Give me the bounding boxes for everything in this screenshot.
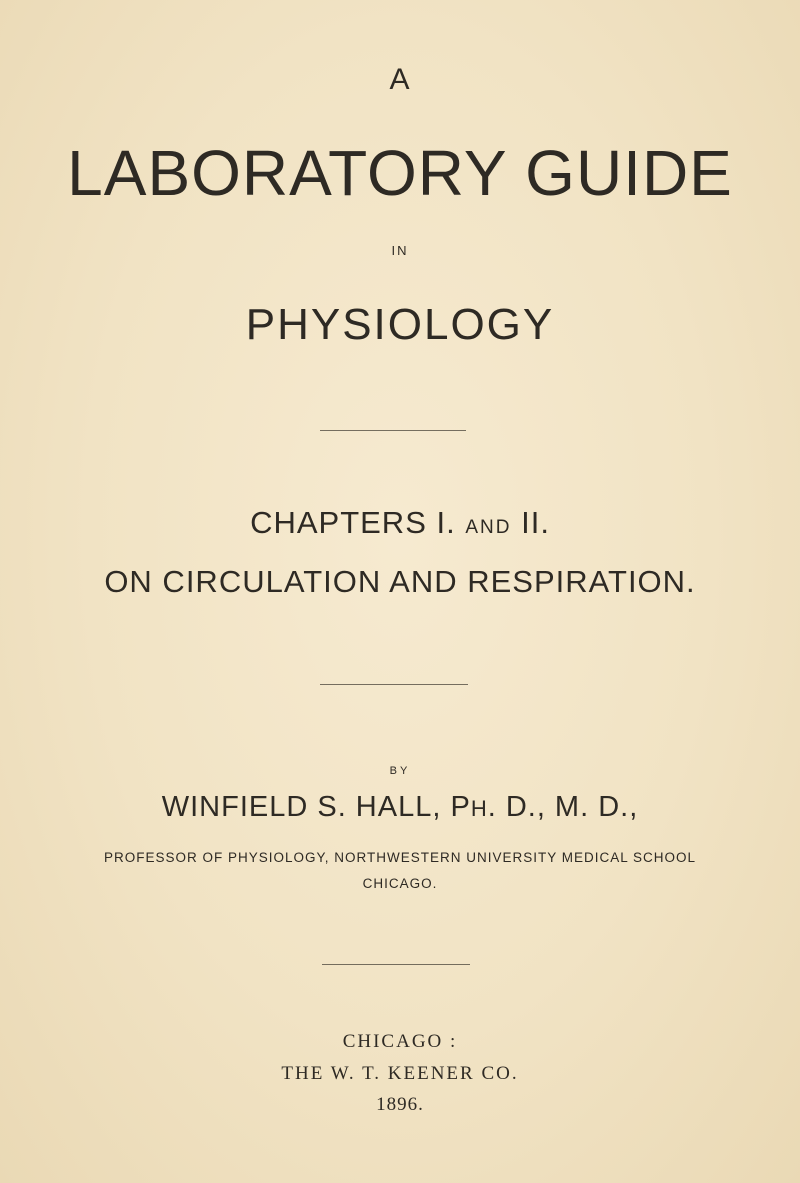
author-affiliation: PROFESSOR OF PHYSIOLOGY, NORTHWESTERN UNIVERSITY MEDICAL SCHOOL bbox=[103, 850, 697, 865]
publisher-name: THE W. T. KEENER CO. bbox=[281, 1063, 519, 1084]
chapters-suffix: II. bbox=[521, 505, 550, 540]
chapters-and: AND bbox=[465, 517, 512, 538]
publication-year: 1896. bbox=[376, 1094, 424, 1115]
author-degree-small: H bbox=[470, 796, 488, 821]
topic-line: ON CIRCULATION AND RESPIRATION. bbox=[104, 564, 696, 599]
author-name-main: WINFIELD S. HALL, P bbox=[161, 791, 471, 823]
book-title: LABORATORY GUIDE bbox=[67, 137, 733, 209]
imprint-city: CHICAGO : bbox=[342, 1031, 458, 1052]
title-preposition: IN bbox=[391, 243, 409, 258]
divider-rule-2 bbox=[320, 684, 468, 685]
divider-rule-1 bbox=[320, 430, 466, 431]
affiliation-city: CHICAGO. bbox=[362, 876, 438, 891]
author-name bbox=[0, 791, 800, 824]
chapters-line bbox=[0, 505, 800, 541]
chapters-prefix: CHAPTERS I. bbox=[250, 505, 456, 540]
author-degree-rest: . D., M. D., bbox=[487, 791, 639, 823]
divider-rule-3 bbox=[322, 964, 470, 965]
by-line: BY bbox=[389, 765, 411, 777]
title-article: A bbox=[389, 63, 411, 96]
book-subject: PHYSIOLOGY bbox=[245, 300, 555, 349]
